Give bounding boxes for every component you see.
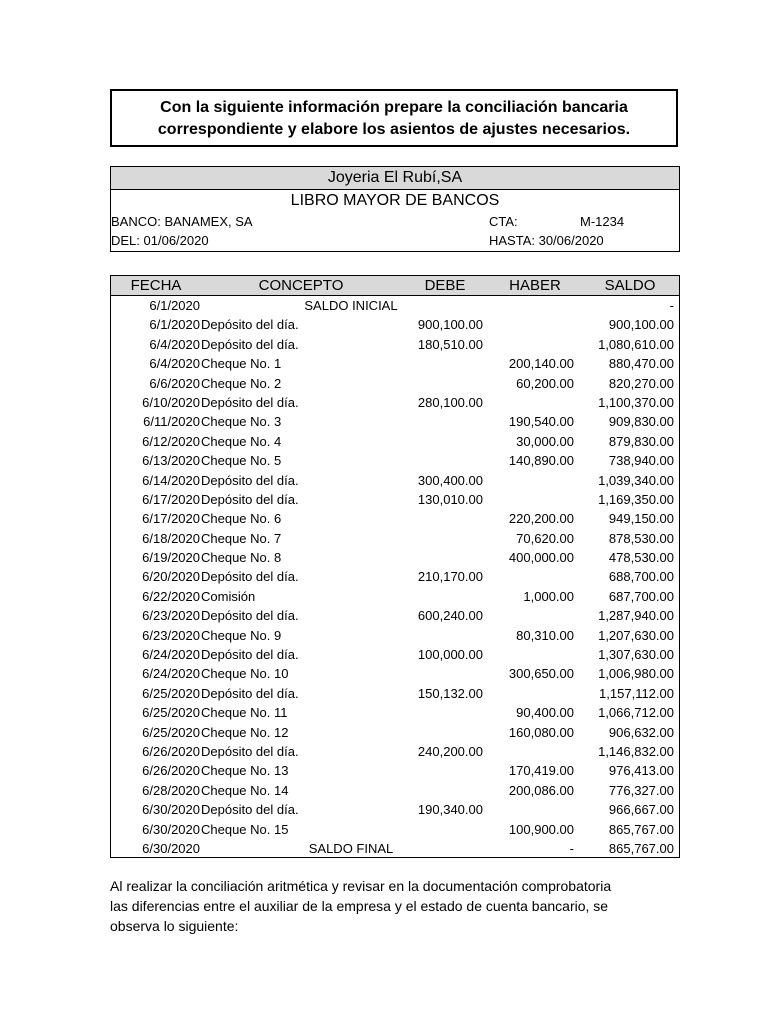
cell-concepto: Comisión [201, 588, 256, 604]
cell-haber: 200,140.00 [508, 356, 574, 372]
table-row [111, 587, 679, 606]
cell-haber: 200,086.00 [508, 782, 574, 798]
cell-saldo: 879,830.00 [608, 433, 674, 449]
cell-fecha: 6/11/2020 [143, 414, 200, 430]
cell-fecha: 6/17/2020 [142, 491, 200, 507]
table-row [111, 315, 679, 334]
cell-haber: 140,890.00 [508, 453, 574, 469]
cell-concepto: Cheque No. 7 [201, 530, 282, 546]
cell-concepto: Cheque No. 5 [201, 453, 282, 469]
cell-haber: 1,000.00 [523, 588, 574, 604]
cell-saldo: 865,767.00 [608, 821, 674, 837]
cell-saldo: 900,100.00 [608, 317, 674, 333]
bank-name: BANCO: BANAMEX, SA [111, 214, 253, 229]
table-row [111, 374, 679, 393]
cell-debe: 100,000.00 [417, 647, 483, 663]
cell-fecha: 6/1/2020 [149, 317, 200, 333]
table-row [111, 606, 679, 625]
cell-fecha: 6/26/2020 [142, 743, 200, 759]
table-row [111, 781, 679, 800]
cell-concepto: SALDO INICIAL [304, 298, 398, 313]
cell-saldo: 1,207,630.00 [598, 627, 674, 643]
cell-fecha: 6/14/2020 [142, 472, 200, 488]
table-header [111, 276, 679, 296]
cell-saldo: 1,157,112.00 [599, 685, 674, 701]
cell-haber: 70,620.00 [516, 530, 574, 546]
cell-concepto: Cheque No. 3 [201, 414, 282, 430]
column-header-debe: DEBE [424, 277, 466, 294]
cell-fecha: 6/30/2020 [142, 840, 200, 856]
table-row [111, 742, 679, 761]
table-row [111, 354, 679, 373]
cell-haber: 100,900.00 [508, 821, 574, 837]
cell-fecha: 6/10/2020 [142, 394, 200, 410]
cell-debe: 210,170.00 [417, 569, 483, 585]
ledger-table [110, 275, 680, 858]
cell-saldo: 688,700.00 [608, 569, 674, 585]
cell-saldo: 878,530.00 [608, 530, 674, 546]
account-number: M-1234 [580, 214, 625, 229]
cell-concepto: Depósito del día. [201, 569, 299, 585]
cell-saldo: 1,169,350.00 [598, 491, 674, 507]
cell-concepto: Cheque No. 8 [201, 550, 282, 566]
cell-fecha: 6/23/2020 [142, 627, 200, 643]
cell-fecha: 6/19/2020 [142, 550, 200, 566]
cell-saldo: 1,039,340.00 [598, 472, 674, 488]
period-line [111, 231, 679, 250]
table-row [111, 509, 679, 528]
cell-fecha: 6/20/2020 [142, 569, 200, 585]
table-body [111, 296, 679, 858]
column-header-fecha: FECHA [130, 277, 182, 294]
cell-concepto: Cheque No. 11 [201, 705, 288, 721]
period-from: DEL: 01/06/2020 [111, 233, 209, 248]
cell-debe: 900,100.00 [417, 317, 483, 333]
cell-concepto: Depósito del día. [201, 685, 299, 701]
table-row [111, 432, 679, 451]
cell-fecha: 6/4/2020 [149, 356, 200, 372]
cell-debe: 280,100.00 [417, 394, 483, 410]
company-name: Joyeria El Rubí,SA [111, 167, 679, 190]
cell-saldo: 1,006,980.00 [598, 666, 674, 682]
cell-debe: 190,340.00 [417, 802, 483, 818]
cell-saldo: 820,270.00 [608, 375, 674, 391]
cell-saldo: 1,080,610.00 [598, 336, 674, 352]
cell-debe: 240,200.00 [417, 743, 483, 759]
cell-concepto: Cheque No. 6 [201, 511, 282, 527]
cell-haber: - [569, 840, 574, 856]
cell-fecha: 6/22/2020 [142, 588, 200, 604]
cell-saldo: 1,307,630.00 [598, 647, 674, 663]
column-header-haber: HABER [509, 277, 561, 294]
table-row [111, 703, 679, 722]
table-row [111, 839, 679, 858]
instructions-line-2: correspondiente y elabore los asientos de ajustes necesarios. [157, 121, 631, 138]
cell-concepto: Depósito del día. [201, 647, 299, 663]
table-row [111, 529, 679, 548]
cell-fecha: 6/25/2020 [142, 685, 200, 701]
cell-concepto: Depósito del día. [201, 394, 299, 410]
cell-debe: 300,400.00 [417, 472, 483, 488]
cell-saldo: 1,146,832.00 [598, 743, 674, 759]
column-header-saldo: SALDO [604, 277, 656, 294]
table-row [111, 664, 679, 683]
cell-haber: 190,540.00 [508, 414, 574, 430]
cell-debe: 150,132.00 [417, 685, 483, 701]
cell-fecha: 6/24/2020 [142, 647, 200, 663]
cell-saldo: 880,470.00 [608, 356, 674, 372]
cell-fecha: 6/30/2020 [142, 802, 200, 818]
cell-debe: 600,240.00 [417, 608, 483, 624]
cell-concepto: Cheque No. 10 [201, 666, 289, 682]
table-row [111, 820, 679, 839]
cell-concepto: Cheque No. 2 [201, 375, 282, 391]
cell-saldo: 1,287,940.00 [598, 608, 674, 624]
column-header-concepto: CONCEPTO [258, 277, 344, 294]
cell-haber: 90,400.00 [516, 705, 574, 721]
cell-concepto: Cheque No. 13 [201, 763, 289, 779]
cell-fecha: 6/24/2020 [142, 666, 200, 682]
cell-fecha: 6/1/2020 [149, 298, 200, 313]
table-row [111, 393, 679, 412]
cell-fecha: 6/30/2020 [142, 821, 200, 837]
observation-text [110, 876, 670, 936]
cell-concepto: Depósito del día. [201, 472, 299, 488]
table-row [111, 412, 679, 431]
cell-saldo: 909,830.00 [608, 414, 674, 430]
cell-saldo: 949,150.00 [608, 511, 674, 527]
table-row [111, 800, 679, 819]
cell-concepto: Depósito del día. [201, 802, 299, 818]
bank-line [111, 212, 679, 231]
table-row [111, 645, 679, 664]
cell-saldo: 1,100,370.00 [598, 394, 674, 410]
cell-fecha: 6/23/2020 [142, 608, 200, 624]
cell-saldo: 478,530.00 [608, 550, 674, 566]
observation-line-2: las diferencias entre el auxiliar de la empresa y el estado de cuenta bancario, se [110, 898, 609, 914]
cell-haber: 80,310.00 [516, 627, 574, 643]
cell-saldo: 976,413.00 [608, 763, 674, 779]
cell-fecha: 6/25/2020 [142, 705, 200, 721]
cell-concepto: Cheque No. 1 [201, 356, 282, 372]
cell-debe: 180,510.00 [417, 336, 483, 352]
cell-concepto: Cheque No. 15 [201, 821, 289, 837]
cell-fecha: 6/13/2020 [142, 453, 200, 469]
account-label: CTA: [489, 214, 518, 229]
ledger-title: LIBRO MAYOR DE BANCOS [290, 192, 500, 209]
cell-saldo: 1,066,712.00 [598, 705, 674, 721]
table-row [111, 548, 679, 567]
cell-saldo: 776,327.00 [608, 782, 674, 798]
cell-fecha: 6/6/2020 [149, 375, 200, 391]
cell-fecha: 6/26/2020 [142, 763, 200, 779]
cell-concepto: Cheque No. 14 [201, 782, 289, 798]
cell-haber: 400,000.00 [508, 550, 574, 566]
cell-saldo: 687,700.00 [608, 588, 674, 604]
instructions-box [110, 89, 678, 147]
cell-fecha: 6/4/2020 [149, 336, 200, 352]
cell-saldo: 738,940.00 [608, 453, 674, 469]
cell-concepto: Cheque No. 9 [201, 627, 282, 643]
cell-saldo: - [669, 298, 674, 313]
table-row [111, 567, 679, 586]
cell-concepto: Cheque No. 12 [201, 724, 289, 740]
cell-haber: 300,650.00 [508, 666, 574, 682]
cell-concepto: Depósito del día. [201, 491, 299, 507]
table-row [111, 626, 679, 645]
cell-concepto: SALDO FINAL [308, 840, 394, 856]
table-row [111, 761, 679, 780]
cell-haber: 170,419.00 [508, 763, 574, 779]
table-row [111, 471, 679, 490]
cell-concepto: Depósito del día. [201, 743, 299, 759]
cell-concepto: Cheque No. 4 [201, 433, 282, 449]
observation-line-1: Al realizar la conciliación aritmética y revisar en la documentación comprobatoria [110, 878, 612, 894]
cell-fecha: 6/25/2020 [142, 724, 200, 740]
table-row [111, 490, 679, 509]
cell-fecha: 6/17/2020 [142, 511, 200, 527]
cell-fecha: 6/28/2020 [142, 782, 200, 798]
table-row [111, 723, 679, 742]
cell-haber: 30,000.00 [516, 433, 574, 449]
cell-concepto: Depósito del día. [201, 608, 299, 624]
cell-haber: 160,080.00 [508, 724, 574, 740]
cell-haber: 220,200.00 [508, 511, 574, 527]
cell-concepto: Depósito del día. [201, 336, 299, 352]
instructions-line-1: Con la siguiente información prepare la conciliación bancaria [160, 99, 628, 116]
cell-fecha: 6/18/2020 [142, 530, 200, 546]
table-row [111, 335, 679, 354]
cell-saldo: 966,667.00 [608, 802, 674, 818]
table-row [111, 451, 679, 470]
observation-line-3: observa lo siguiente: [110, 918, 239, 934]
ledger-header [110, 166, 680, 252]
cell-concepto: Depósito del día. [201, 317, 299, 333]
cell-saldo: 906,632.00 [608, 724, 674, 740]
period-to: HASTA: 30/06/2020 [489, 233, 604, 248]
cell-saldo: 865,767.00 [608, 840, 674, 856]
table-row [111, 296, 679, 315]
cell-fecha: 6/12/2020 [142, 433, 200, 449]
table-row [111, 684, 679, 703]
cell-debe: 130,010.00 [417, 491, 483, 507]
cell-haber: 60,200.00 [516, 375, 574, 391]
